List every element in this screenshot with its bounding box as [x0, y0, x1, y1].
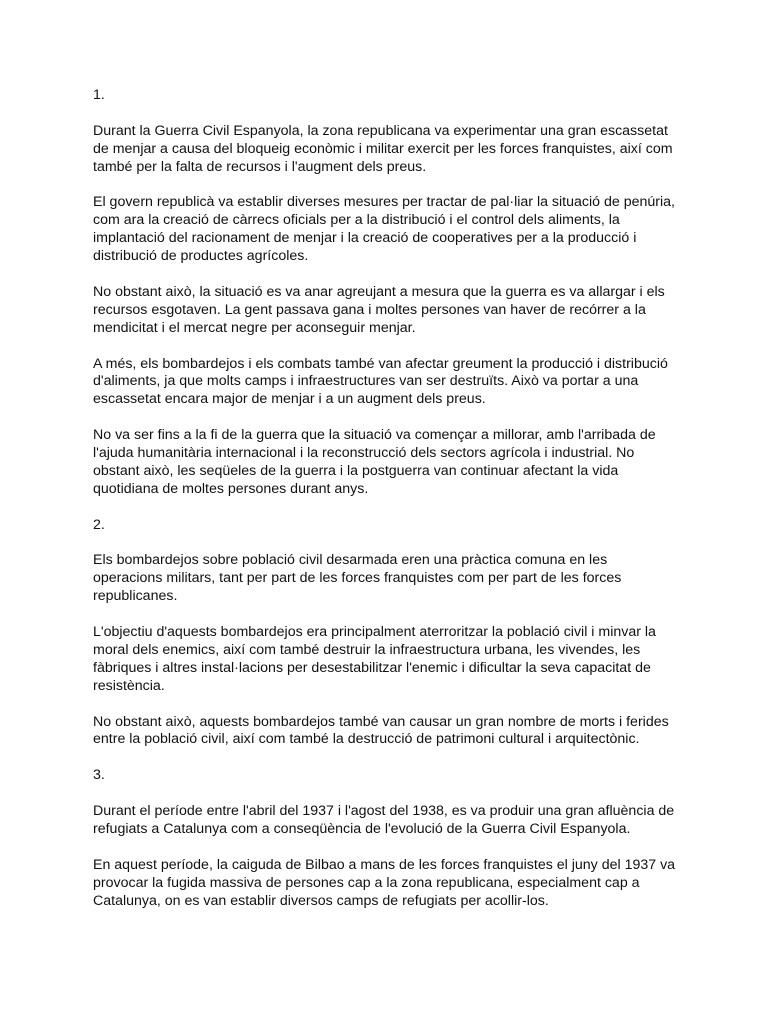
text-line: No va ser fins a la fi de la guerra que la situació va començar a millorar, amb l'arribada de: [93, 427, 656, 444]
text-line: com ara la creació de càrrecs oficials per a la distribució i el control dels aliments, la: [93, 212, 620, 229]
paragraph: [93, 624, 693, 696]
text-line: obstant això, les seqüeles de la guerra i la postguerra van continuar afectant la vida: [93, 462, 619, 479]
text-line: entre la població civil, així com també la destrucció de patrimoni cultural i arquitectònic.: [93, 731, 640, 748]
text-line: 2.: [93, 516, 105, 533]
text-line: mendicitat i el mercat negre per aconseguir menjar.: [93, 319, 416, 336]
text-line: No obstant això, aquests bombardejos també van causar un gran nombre de morts i ferides: [93, 713, 669, 730]
text-line: de menjar a causa del bloqueig econòmic i militar exercit per les forces franquistes, així com: [93, 140, 673, 157]
text-line: El govern republicà va establir diverses mesures per tractar de pal·liar la situació de penúria,: [93, 194, 675, 211]
text-line: 3.: [93, 767, 105, 784]
text-line: A més, els bombardejos i els combats també van afectar greument la producció i distribució: [93, 355, 668, 372]
text-line: d'aliments, ja que molts camps i infraestructures van ser destruïts. Això va portar a una: [93, 373, 639, 390]
text-line: En aquest període, la caiguda de Bilbao a mans de les forces franquistes el juny del 1937 va: [93, 856, 676, 873]
text-line: No obstant això, la situació es va anar agreujant a mesura que la guerra es va allargar i els: [93, 283, 665, 300]
section-number: [93, 767, 693, 785]
text-line: quotidiana de moltes persones durant anys.: [93, 480, 369, 497]
text-line: Durant el període entre l'abril del 1937 i l'agost del 1938, es va produir una gran afluència de: [93, 803, 675, 820]
text-line: escassetat encara major de menjar i a un augment dels preus.: [93, 391, 486, 408]
paragraph: [93, 427, 693, 499]
text-line: Catalunya, on es van establir diversos camps de refugiats per acollir-los.: [93, 892, 549, 909]
paragraph: [93, 803, 693, 839]
text-line: Durant la Guerra Civil Espanyola, la zona republicana va experimentar una gran escassetat: [93, 122, 668, 139]
paragraph: [93, 857, 693, 911]
paragraph: [93, 714, 693, 750]
text-line: 1.: [93, 87, 105, 103]
text-line: fàbriques i altres instal·lacions per desestabilitzar l'enemic i dificultar la seva capacitat de: [93, 659, 651, 676]
text-line: implantació del racionament de menjar i la creació de cooperatives per a la producció i: [93, 230, 637, 247]
text-line: resistència.: [93, 677, 165, 694]
section-number: [93, 87, 693, 105]
text-line: operacions militars, tant per part de les forces franquistes com per part de les forces: [93, 570, 622, 587]
document-body: [93, 87, 693, 928]
text-line: moral dels enemics, així com també destruir la infraestructura urbana, les vivendes, les: [93, 641, 641, 658]
text-line: provocar la fugida massiva de persones cap a la zona republicana, especialment cap a: [93, 874, 640, 891]
text-line: republicanes.: [93, 588, 178, 605]
paragraph: [93, 552, 693, 606]
text-line: distribució de productes agrícoles.: [93, 248, 309, 265]
text-line: recursos esgotaven. La gent passava gana i moltes persones van haver de recórrer a la: [93, 301, 646, 318]
paragraph: [93, 284, 693, 338]
text-line: Els bombardejos sobre població civil desarmada eren una pràctica comuna en les: [93, 552, 608, 569]
paragraph: [93, 123, 693, 177]
paragraph: [93, 356, 693, 410]
section-number: [93, 517, 693, 535]
text-line: refugiats a Catalunya com a conseqüència de l'evolució de la Guerra Civil Espanyola.: [93, 820, 631, 837]
text-line: l'ajuda humanitària internacional i la reconstrucció dels sectors agrícola i industrial. No: [93, 445, 635, 462]
paragraph: [93, 194, 693, 266]
text-line: també per la falta de recursos i l'augment dels preus.: [93, 158, 427, 175]
text-line: L'objectiu d'aquests bombardejos era principalment aterroritzar la població civil i minvar la: [93, 624, 656, 641]
